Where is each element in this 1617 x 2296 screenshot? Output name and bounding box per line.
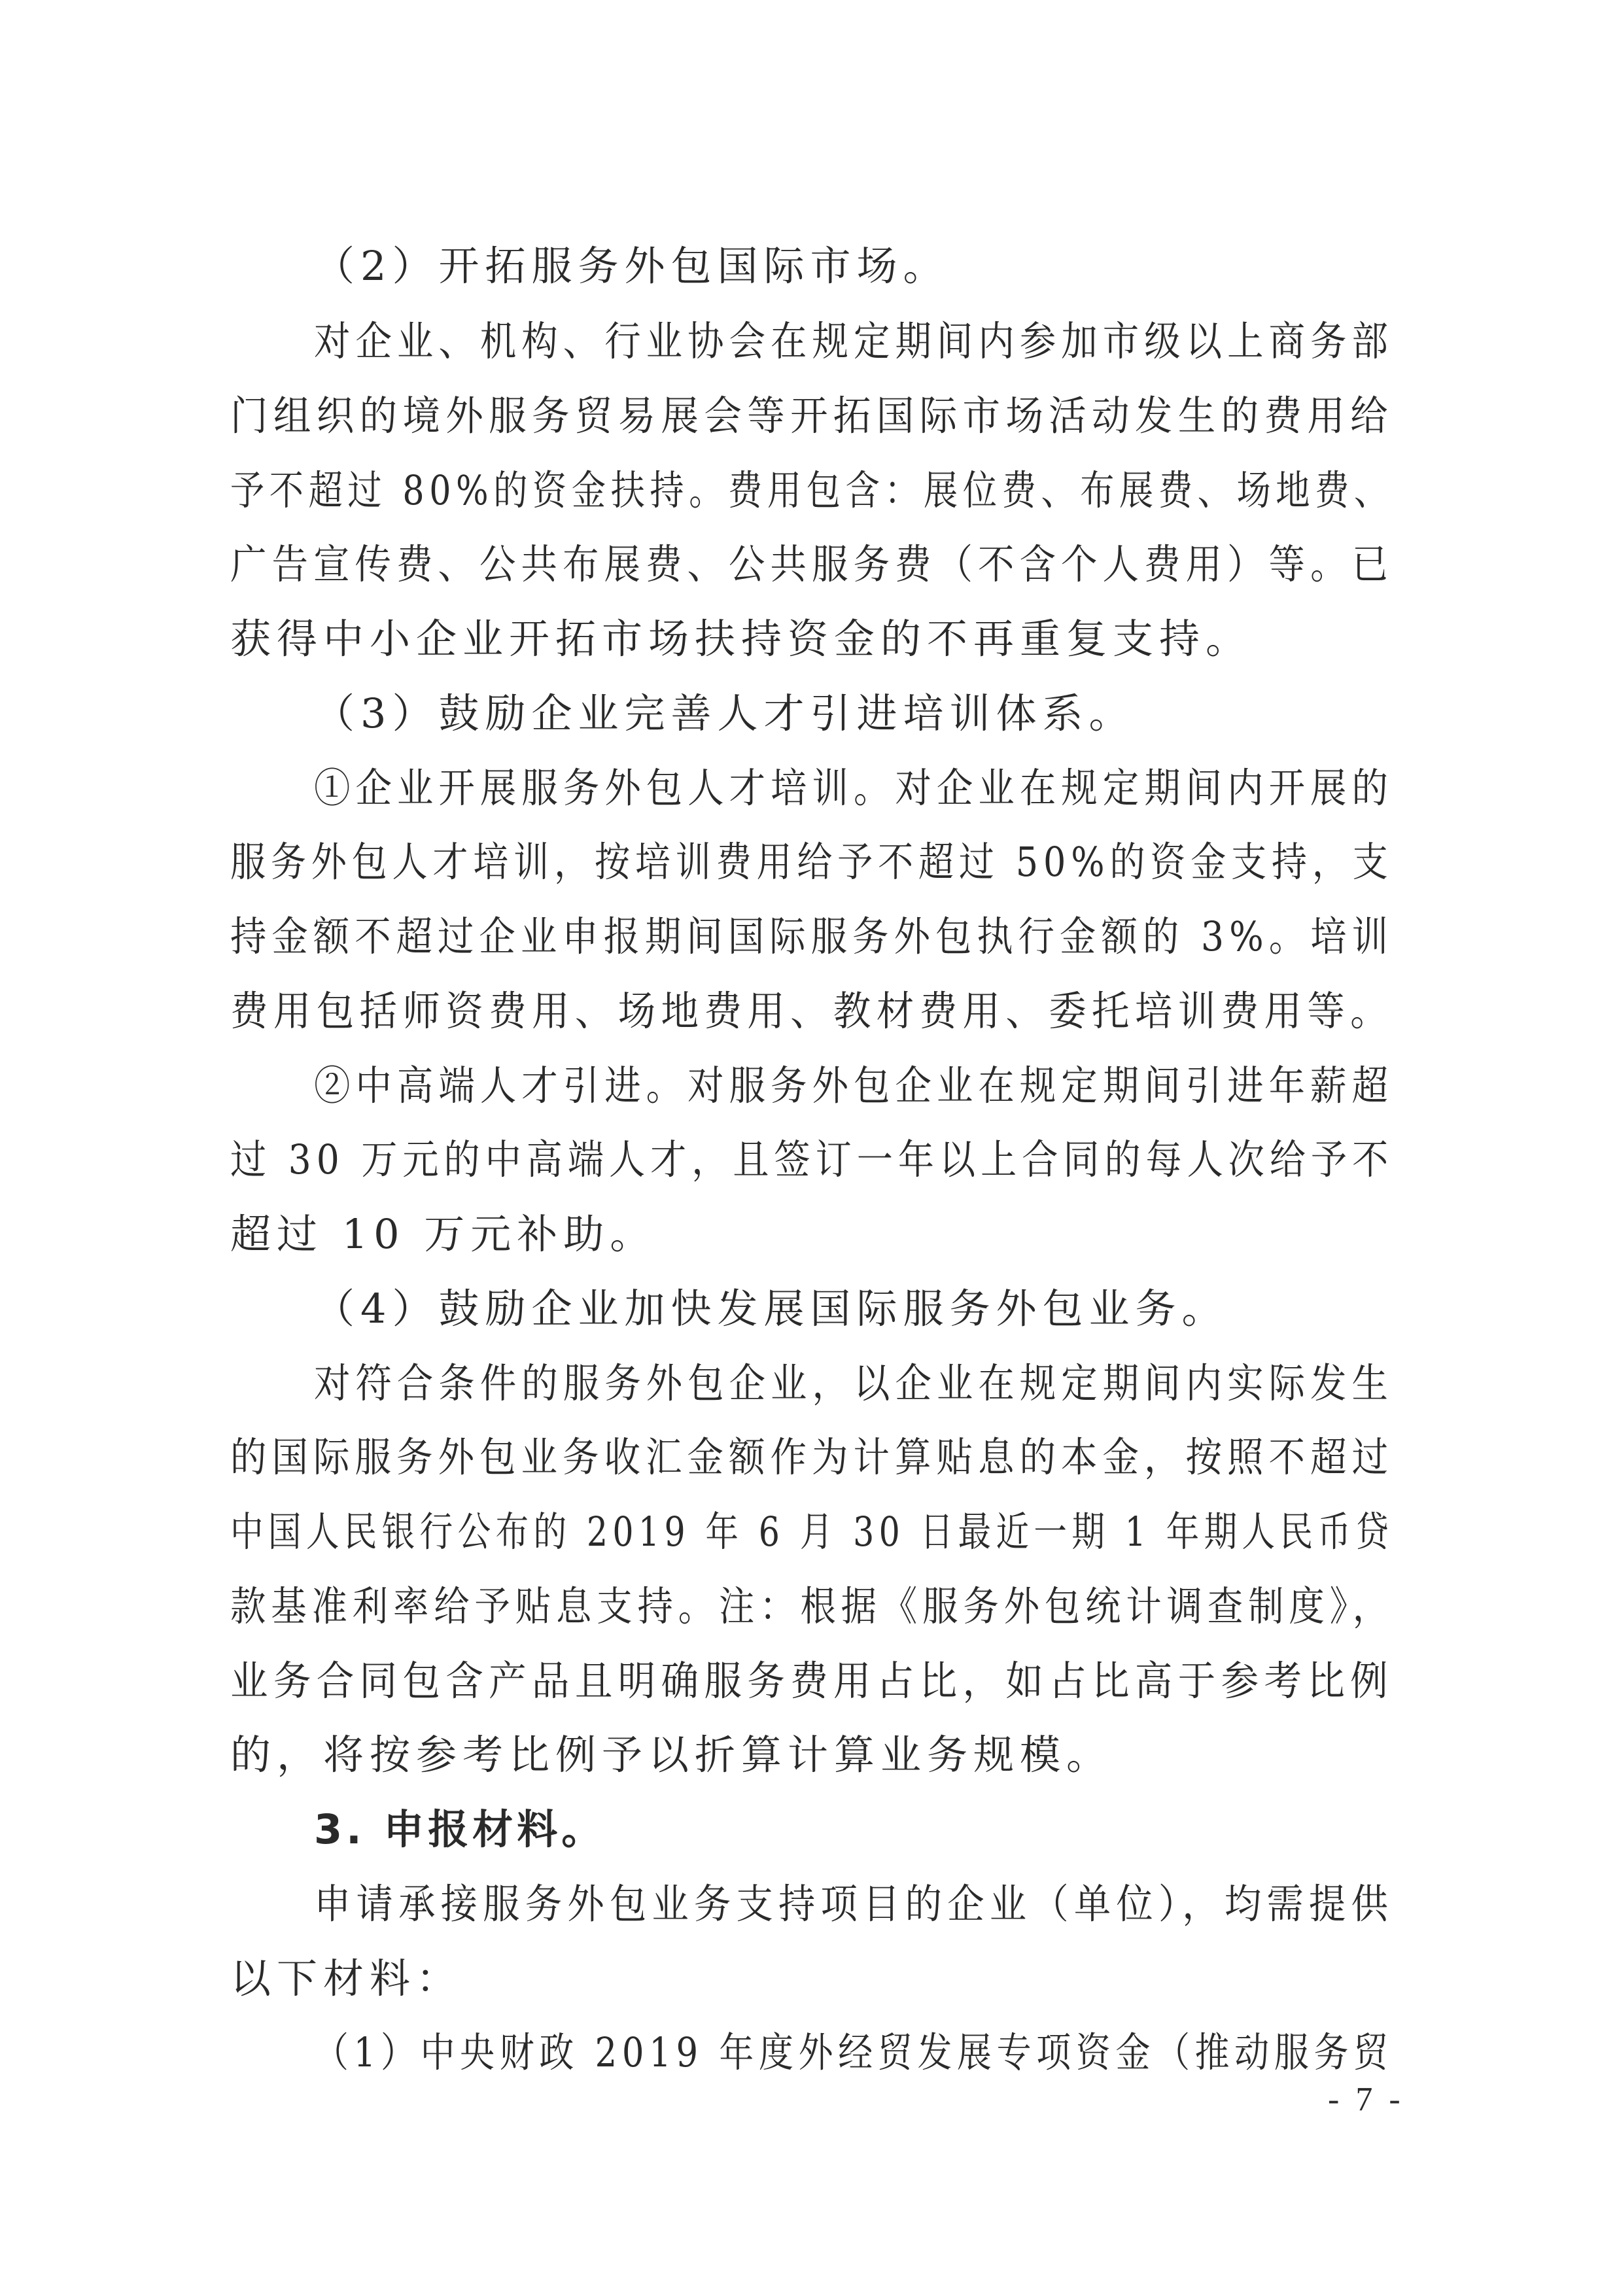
paragraph-line: 获得中小企业开拓市场扶持资金的不再重复支持。 xyxy=(230,615,1253,663)
page-number: - 7 - xyxy=(1328,2081,1404,2118)
paragraph-line: ①企业开展服务外包人才培训。对企业在规定期间内开展的 xyxy=(314,764,1393,812)
paragraph-line: 中国人民银行公布的 2019 年 6 月 30 日最近一期 1 年期人民币贷 xyxy=(230,1508,1394,1556)
paragraph-line: 持金额不超过企业申报期间国际服务外包执行金额的 3%。培训 xyxy=(230,913,1394,960)
paragraph-line: 的，将按参考比例予以折算计算业务规模。 xyxy=(230,1731,1113,1779)
heading-item-3: （3）鼓励企业完善人才引进培训体系。 xyxy=(314,689,1136,737)
paragraph-line: 以下材料： xyxy=(230,1955,463,2002)
paragraph-line: 服务外包人才培训，按培训费用给予不超过 50%的资金支持，支 xyxy=(230,838,1393,886)
paragraph-line: 申请承接服务外包业务支持项目的企业（单位），均需提供 xyxy=(314,1880,1394,1928)
paragraph-line: ②中高端人才引进。对服务外包企业在规定期间引进年薪超 xyxy=(314,1062,1393,1109)
paragraph-line: 费用包括师资费用、场地费用、教材费用、委托培训费用等。 xyxy=(230,987,1394,1035)
paragraph-line: 的国际服务外包业务收汇金额作为计算贴息的本金，按照不超过 xyxy=(230,1433,1394,1481)
paragraph-line: 过 30 万元的中高端人才，且签订一年以上合同的每人次给予不 xyxy=(230,1136,1394,1183)
paragraph-line: 对企业、机构、行业协会在规定期间内参加市级以上商务部 xyxy=(314,317,1393,365)
paragraph-line: 超过 10 万元补助。 xyxy=(230,1210,657,1258)
paragraph-line: 予不超过 80%的资金扶持。费用包含：展位费、布展费、场地费、 xyxy=(230,466,1393,514)
paragraph-line: （1）中央财政 2019 年度外经贸发展专项资金（推动服务贸 xyxy=(314,2028,1393,2076)
section-heading: 3. 申报材料。 xyxy=(314,1805,606,1853)
paragraph-line: 款基准利率给予贴息支持。注：根据《服务外包统计调查制度》， xyxy=(230,1582,1393,1630)
paragraph-line: 广告宣传费、公共布展费、公共服务费（不含个人费用）等。已 xyxy=(230,540,1394,588)
paragraph-line: 对符合条件的服务外包企业，以企业在规定期间内实际发生 xyxy=(314,1359,1393,1407)
paragraph-line: 门组织的境外服务贸易展会等开拓国际市场活动发生的费用给 xyxy=(230,392,1394,440)
paragraph-line: 业务合同包含产品且明确服务费用占比，如占比高于参考比例 xyxy=(230,1657,1394,1705)
heading-item-4: （4）鼓励企业加快发展国际服务外包业务。 xyxy=(314,1285,1228,1332)
heading-item-2: （2）开拓服务外包国际市场。 xyxy=(314,242,950,290)
